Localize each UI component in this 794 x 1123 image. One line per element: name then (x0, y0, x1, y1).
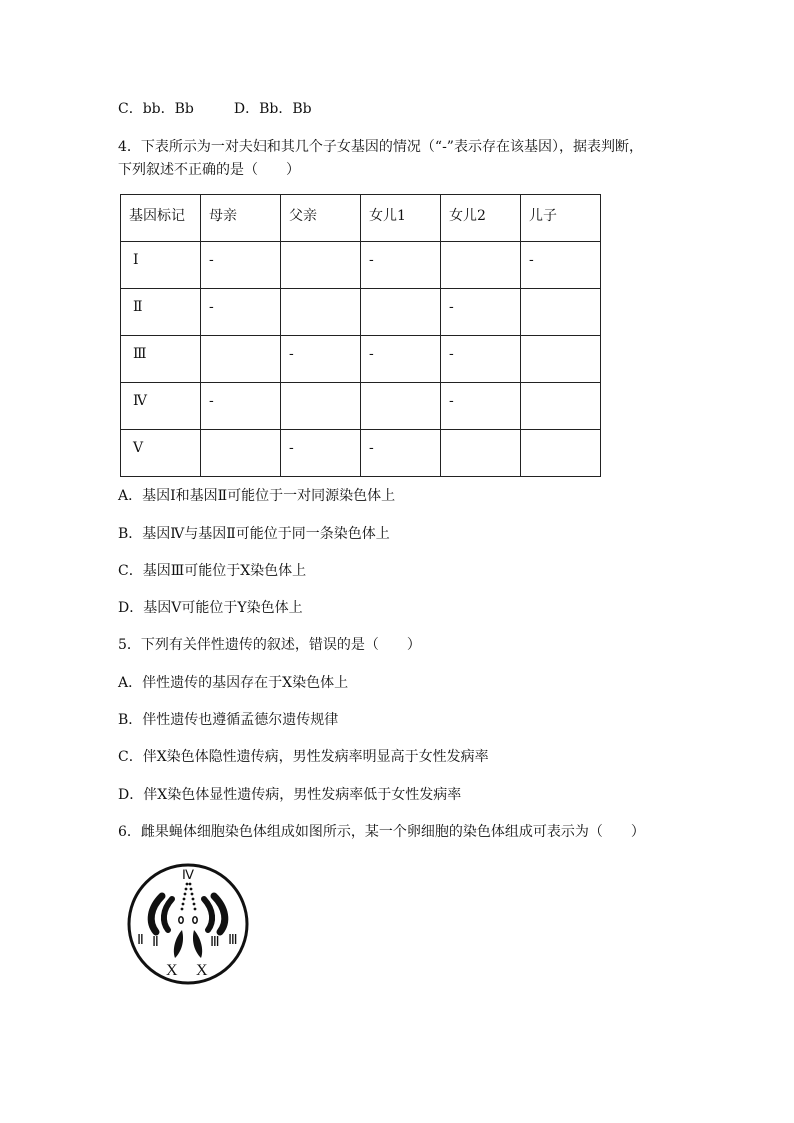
table-row (121, 242, 601, 289)
table-cell: - (281, 336, 361, 383)
table-cell: - (441, 383, 521, 430)
q4-option-c: C．基因Ⅲ可能位于X染色体上 (118, 563, 307, 579)
q4-option-d: D．基因Ⅴ可能位于Y染色体上 (118, 600, 303, 616)
table-cell (361, 289, 441, 336)
table-cell (441, 242, 521, 289)
table-cell: - (201, 383, 281, 430)
q4-stem-line1: 4．下表所示为一对夫妇和其几个子女基因的情况（“-”表示存在该基因），据表判断， (118, 139, 643, 155)
table-cell (521, 289, 601, 336)
q3-option-c: C．bb．Bb (118, 101, 194, 117)
chromosome-ii-left (151, 896, 162, 932)
label-iii-outer: Ⅲ (228, 933, 238, 948)
q4-option-b: B．基因Ⅳ与基因Ⅱ可能位于同一条染色体上 (118, 526, 390, 542)
table-row (121, 383, 601, 430)
table-header-cell: 女儿2 (441, 195, 521, 242)
chromosome-x-left (174, 930, 183, 958)
table-cell: - (361, 430, 441, 477)
table-cell (201, 430, 281, 477)
table-cell: - (201, 289, 281, 336)
table-cell: Ⅰ (121, 242, 201, 289)
q3-options-line (118, 100, 312, 118)
table-cell: Ⅳ (121, 383, 201, 430)
q6-stem: 6．雌果蝇体细胞染色体组成如图所示，某一个卵细胞的染色体组成可表示为（ ） (118, 824, 645, 840)
table-header-cell: 基因标记 (121, 195, 201, 242)
table-cell: Ⅱ (121, 289, 201, 336)
table-cell (441, 430, 521, 477)
table-header-cell: 父亲 (281, 195, 361, 242)
table-cell (281, 242, 361, 289)
label-iii-inner: Ⅲ (210, 935, 220, 950)
chromosome-ii-right (164, 899, 172, 930)
q5-option-b: B．伴性遗传也遵循孟德尔遗传规律 (118, 712, 339, 728)
label-ii-outer: Ⅱ (137, 933, 144, 948)
chromosome-iii-right (214, 896, 225, 932)
table-cell (521, 430, 601, 477)
table-cell: - (281, 430, 361, 477)
gene-table (120, 194, 601, 477)
table-cell (281, 289, 361, 336)
chromosome-x-right (193, 930, 202, 958)
table-cell: - (441, 289, 521, 336)
chromosome-small-right (193, 917, 197, 923)
label-x-right: X (196, 962, 208, 979)
table-cell: Ⅲ (121, 336, 201, 383)
table-cell: - (521, 242, 601, 289)
chromosome-iv-pair (181, 883, 197, 911)
q3-option-d: D．Bb．Bb (233, 101, 312, 117)
label-iv: Ⅳ (182, 867, 194, 882)
table-cell (521, 336, 601, 383)
cell-outline (129, 865, 247, 983)
q5-option-a: A．伴性遗传的基因存在于X染色体上 (118, 675, 349, 691)
table-cell: - (361, 242, 441, 289)
q5-option-c: C．伴X染色体隐性遗传病，男性发病率明显高于女性发病率 (118, 749, 489, 765)
table-header-row (121, 195, 601, 242)
chromosome-iii-left (204, 899, 212, 930)
table-cell (361, 383, 441, 430)
q5-stem: 5．下列有关伴性遗传的叙述，错误的是（ ） (118, 637, 421, 653)
table-header-cell: 母亲 (201, 195, 281, 242)
table-cell: Ⅴ (121, 430, 201, 477)
label-x-left: X (166, 962, 178, 979)
table-row (121, 430, 601, 477)
chromosome-small-left (179, 917, 183, 923)
label-ii-inner: Ⅱ (152, 935, 159, 950)
q5-option-d: D．伴X染色体显性遗传病，男性发病率低于女性发病率 (118, 787, 462, 803)
table-cell (521, 383, 601, 430)
table-cell: - (361, 336, 441, 383)
table-header-cell: 儿子 (521, 195, 601, 242)
table-header-cell: 女儿1 (361, 195, 441, 242)
table-row (121, 336, 601, 383)
table-cell: - (201, 242, 281, 289)
table-cell: - (441, 336, 521, 383)
q4-option-a: A．基因Ⅰ和基因Ⅱ可能位于一对同源染色体上 (118, 488, 396, 504)
q4-stem-line2: 下列叙述不正确的是（ ） (118, 162, 300, 178)
chromosome-diagram (126, 862, 250, 986)
table-row (121, 289, 601, 336)
table-cell (201, 336, 281, 383)
table-cell (281, 383, 361, 430)
